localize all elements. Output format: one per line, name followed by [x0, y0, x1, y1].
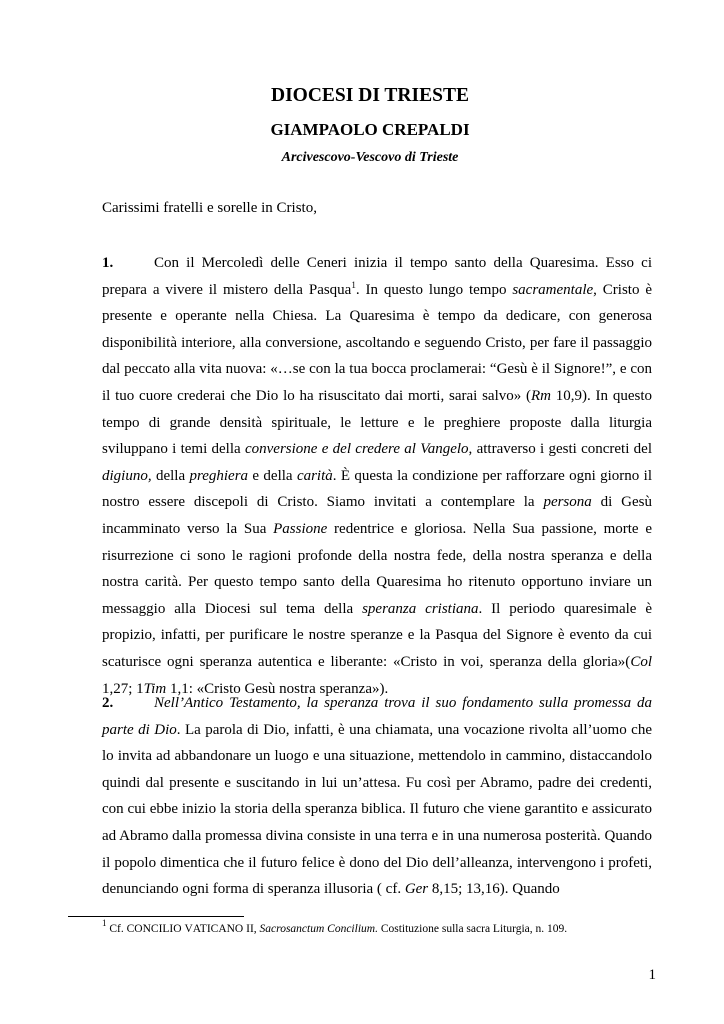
- author-role: Arcivescovo-Vescovo di Trieste: [281, 150, 459, 165]
- text-run: 8,15; 13,16). Quando: [428, 881, 560, 898]
- footnote-work-title: Sacrosanctum Concilium.: [259, 923, 378, 935]
- footnote-prefix: Cf.: [109, 923, 127, 935]
- italic-text: Ger: [404, 881, 429, 898]
- footnote: $^1$ Cf. CONCILIO VATICANO II, Sacrosanctum Concilium. Costituzione sulla sacra Liturgia, n. 109.: [102, 918, 568, 935]
- italic-text: digiuno,: [102, 467, 152, 484]
- italic-text: Tim: [143, 680, 167, 697]
- paragraph-1: [102, 250, 652, 702]
- text-run: . È questa la condizione per rafforzare ogni giorno il nostro essere discepoli di Cristo. Siamo invitati a contemplare la: [102, 467, 652, 511]
- text-run: , Cristo è presente e operante nella Chiesa. La Quaresima è tempo da dedicare, con generosa disponibilità interiore, alla conversione, ascoltando e seguendo Cristo, per fare il passaggio dal peccato alla vita nuova: «…se con la tua bocca proclamerai: “Gesù è il Signore!”, e con il tuo cuore crederai che Dio lo ha risuscitato dai morti, sarai salvo» (: [102, 281, 652, 404]
- footnote-marker: 1: [102, 918, 107, 928]
- italic-text: speranza cristiana: [362, 600, 479, 617]
- text-run: di Gesù incamminato verso la Sua: [102, 494, 652, 537]
- page-number: 1: [648, 967, 656, 983]
- text-run: . La parola di Dio, infatti, è una chiamata, una vocazione rivolta all’uomo che lo invita ad abbandonare un luogo e una situazione, mettendolo in cammino, distaccandolo quindi dal presente e suscitando in lui un’attesa. Fu così per Abramo, padre dei credenti, con cui ebbe inizio la storia della speranza biblica. Il futuro che viene garantito e assicurato ad Abramo dalla promessa divina consiste in una terra e in una numerosa posterità. Quando il popolo dimentica che il futuro felice è dono del Dio dell’alleanza, intervengono i profeti, denunciando ogni forma di speranza illusoria ( cf.: [102, 721, 652, 898]
- italic-text: Col: [630, 653, 652, 670]
- footnote-separator: [68, 916, 244, 917]
- text-run: 1,1: «Cristo Gesù nostra speranza»).: [166, 680, 389, 697]
- italic-text: sacramentale: [512, 281, 594, 298]
- italic-text: Rm: [531, 387, 552, 404]
- text-run: 10,9). In questo tempo di grande densità spirituale, le letture e le preghiere proposte dalla liturgia sviluppano i temi della: [102, 387, 652, 458]
- paragraph-text: [102, 695, 652, 897]
- paragraph-number: 1.: [102, 255, 114, 271]
- greeting: Carissimi fratelli e sorelle in Cristo,: [102, 200, 317, 216]
- italic-text: Passione: [273, 520, 328, 537]
- document-title: DIOCESI DI TRIESTE: [271, 85, 469, 106]
- text-run: redentrice e gloriosa. Nella Sua passione, morte e risurrezione ci sono le ragioni profonde della nostra fede, della nostra speranza e della nostra carità. Per questo tempo santo della Quaresima ho ritenuto opportuno inviare un messaggio alla Diocesi sul tema della: [102, 520, 652, 617]
- italic-text: persona: [543, 494, 592, 511]
- text-run: della: [151, 467, 190, 484]
- footnote-text: Costituzione sulla sacra Liturgia, n. 109.: [377, 923, 568, 935]
- text-run: Con il Mercoledì delle Ceneri inizia il tempo santo della Quaresima. Esso ci prepara a vivere il mistero della Pasqua: [102, 255, 652, 298]
- paragraph-text: [102, 255, 652, 697]
- text-run: , attraverso i gesti concreti del: [468, 441, 652, 458]
- italic-text: Nell’Antico Testamento, la speranza trova il suo fondamento sulla promessa da parte di Dio: [102, 695, 652, 738]
- paragraph-2: [102, 690, 652, 903]
- text-run: e della: [248, 467, 297, 484]
- italic-text: preghiera: [189, 467, 249, 484]
- italic-text: carità: [296, 467, 333, 484]
- author-name: GIAMPAOLO CREPALDI: [270, 120, 470, 139]
- paragraph-number: 2.: [102, 695, 114, 711]
- italic-text: conversione e del credere al Vangelo: [244, 441, 469, 458]
- text-run: 1,27; 1: [102, 680, 144, 697]
- text-run: . In questo lungo tempo: [355, 281, 513, 298]
- text-run: . Il periodo quaresimale è propizio, infatti, per purificare le nostre speranze e la Pasqua del Signore è evento da cui scaturisce ogni speranza autentica e liberante: «Cristo in voi, speranza della gloria»(: [102, 600, 652, 670]
- footnote-reference: 1: [351, 279, 356, 290]
